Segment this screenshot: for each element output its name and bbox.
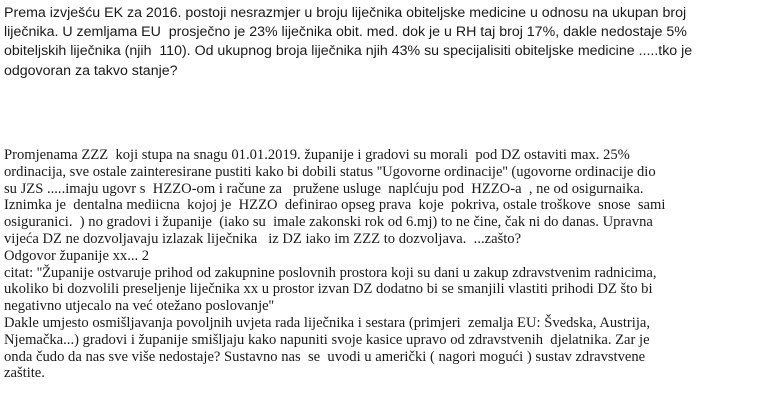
intro-line: odgovoran za takvo stanje? <box>4 62 178 79</box>
body-line: zaštite. <box>4 365 45 382</box>
quote-line: citat: ''Županije ostvaruje prihod od zakupnine poslovnih prostora koji su dani u zakup zdravstvenim radnicima, <box>4 264 657 281</box>
intro-line: liječnika. U zemljama EU prosječno je 23% liječnika obit. med. dok je u RH taj broj 17%, dakle nedostaje 5% <box>4 24 687 41</box>
body-line: osiguranici. ) no gradovi i županije (iako su imale zakonski rok od 6.mj) to ne čine, čak ni do danas. Upravna <box>4 214 653 231</box>
quote-line: ukoliko bi dozvolili preseljenje liječnika xx u prostor izvan DZ dodatno bi se smanjili vlastiti prihodi DZ što bi <box>4 281 653 298</box>
intro-line: obiteljskih liječnika (njih 110). Od ukupnog broja liječnika njih 43% su specijalisiti obiteljske medicine .....tko je <box>4 43 693 60</box>
body-line: Iznimka je dentalna mediicna kojoj je HZZO definirao opseg prava koje pokriva, ostale troškove snose sami <box>4 197 666 214</box>
body-line: su JZS .....imaju ugovr s HZZO-om i račune za pružene usluge naplćuju pod HZZO-a , ne od osigurnaika. <box>4 180 644 197</box>
body-line: ordinacija, sve ostale zainteresirane pustiti kako bi dobili status ''Ugovorne ordinacije'' (ugovorne ordinacije dio <box>4 163 656 180</box>
intro-line: Prema izvješću EK za 2016. postoji nesrazmjer u broju liječnika obiteljske medicine u odnosu na ukupan broj <box>4 5 687 21</box>
body-line: vijeća DZ ne dozvoljavaju izlazak liječnika iz DZ iako im ZZZ to dozvoljava. ...zašto? <box>4 230 522 247</box>
body-line: Njemačka...) gradovi i županije smišljaju kako napuniti svoje kasice upravo od zdravstvenih djelatnika. Zar je <box>4 331 650 348</box>
body-line: Dakle umjesto osmišljavanja povoljnih uvjeta rada liječnika i sestara (primjeri zemalja EU: Švedska, Austrija, <box>4 314 651 331</box>
body-line: Promjenama ZZZ koji stupa na snagu 01.01.2019. županije i gradovi su morali pod DZ ostaviti max. 25% <box>4 147 630 163</box>
intro-paragraph <box>4 4 764 81</box>
body-paragraph <box>4 147 766 382</box>
body-line: onda čudo da nas sve više nedostaje? Sustavno nas se uvodi u američki ( nagori mogući ) sustav zdravstvene <box>4 348 646 365</box>
quote-line: negativno utjecalo na već otežano poslovanje'' <box>4 298 274 315</box>
answer-heading: Odgovor županije xx... 2 <box>4 247 150 264</box>
